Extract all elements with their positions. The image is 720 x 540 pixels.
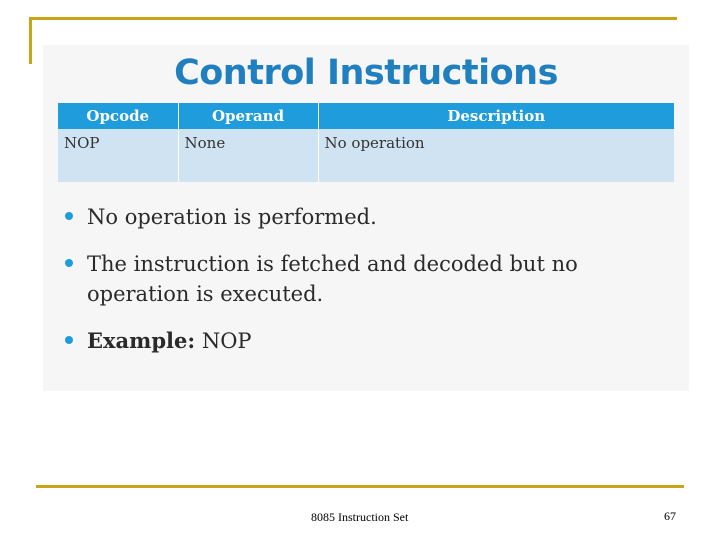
list-item <box>65 202 665 232</box>
bullet-text: The instruction is fetched and decoded but no operation is executed. <box>87 252 578 306</box>
frame-top-line <box>29 17 677 20</box>
table-row <box>58 129 674 182</box>
bullet-text: NOP <box>195 329 252 353</box>
cell-operand: None <box>178 129 318 182</box>
header-opcode: Opcode <box>58 103 178 129</box>
footer-text: 8085 Instruction Set <box>311 510 409 524</box>
instruction-table <box>58 103 674 182</box>
list-item <box>65 249 665 309</box>
bullet-dot-icon <box>65 336 73 344</box>
bullet-list <box>65 202 665 373</box>
bullet-label: Example: <box>87 328 196 353</box>
cell-opcode: NOP <box>58 129 178 182</box>
frame-left-line <box>29 17 32 64</box>
header-operand: Operand <box>178 103 318 129</box>
frame-bottom-line <box>36 485 684 488</box>
slide-content <box>43 45 689 391</box>
list-item <box>65 326 665 356</box>
page-number: 67 <box>664 509 676 523</box>
slide-title: Control Instructions <box>174 53 558 93</box>
cell-description: No operation <box>318 129 674 182</box>
bullet-dot-icon <box>65 259 73 267</box>
header-description: Description <box>318 103 674 129</box>
table-header-row <box>58 103 674 129</box>
bullet-text: No operation is performed. <box>87 205 377 229</box>
bullet-dot-icon <box>65 212 73 220</box>
